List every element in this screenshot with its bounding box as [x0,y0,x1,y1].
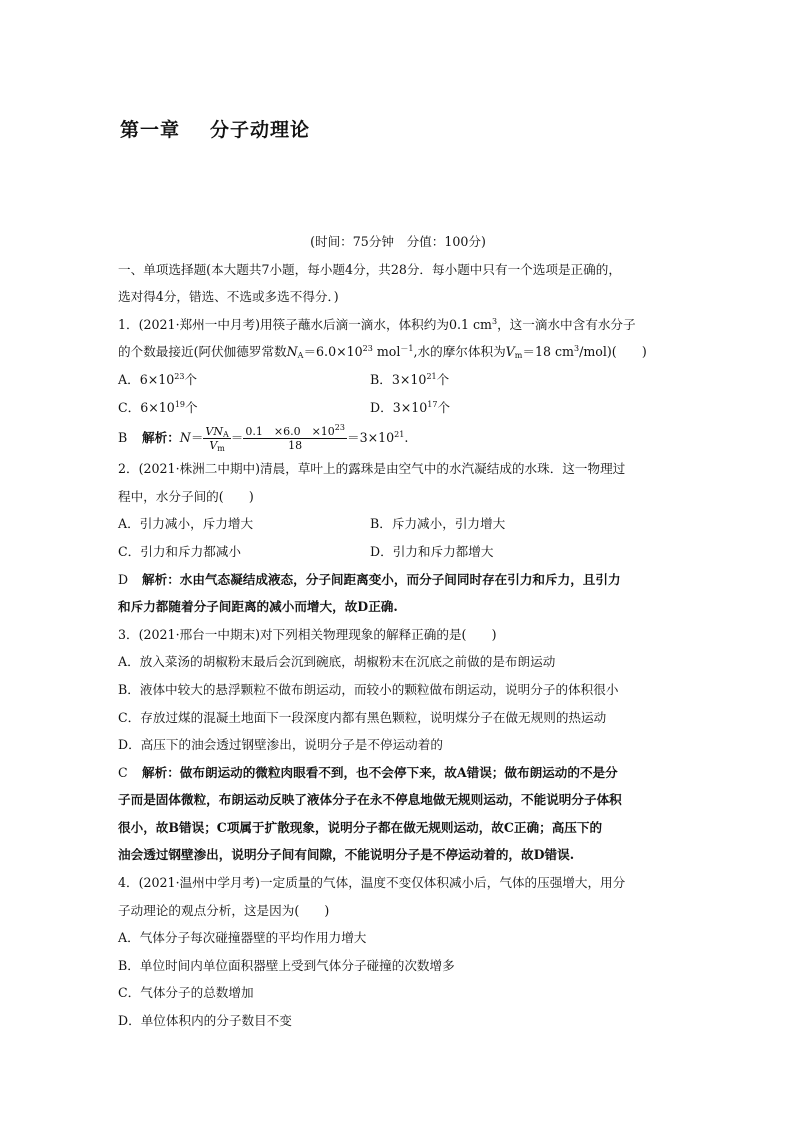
question-2-option-d: D．引力和斥力都增大 [370,543,494,559]
chapter-name: 分子动理论 [210,119,311,141]
question-1-stem-line-2: 的个数最接近(阿伏伽德罗常数$N_A=6.0\times 10^{23}$ mol$^{-1}$,水的摩尔体积为$V_m=18$ $cm^3/mol$)( ) [118,344,647,361]
question-2-option-b: B．斥力减小，引力增大 [370,516,506,532]
exam-content [118,228,678,1035]
question-3-option-d: D．高压下的油会透过钢壁渗出，说明分子是不停运动着的 [118,737,443,753]
question-2 [118,455,678,621]
question-3-option-c: C．存放过煤的混凝土地面下一段深度内都有黑色颗粒，说明煤分子在做无规则的热运动 [118,709,607,725]
chapter-title [120,115,310,142]
section-heading [118,256,678,311]
question-3-option-b: B．液体中较大的悬浮颗粒不做布朗运动，而较小的颗粒做布朗运动，说明分子的体积很小 [118,681,619,697]
question-4-option-c: C．气体分子的总数增加 [118,985,254,1001]
analysis-label: 解析： [142,430,180,446]
question-1-option-b: B．$3\times 10^{21}$个 [370,371,450,387]
time-score-info: (时间：75分钟 分值：100分) [310,234,486,249]
question-4-option-b: B．单位时间内单位面积器壁上受到气体分子碰撞的次数增多 [118,957,455,973]
question-4 [118,869,678,1035]
question-1-options-row-1 [118,366,678,394]
question-3-analysis-line-4: 油会透过钢壁渗出，说明分子间有间隙，不能说明分子是不停运动着的，故D错误. [118,847,575,863]
analysis-label: 解析： [142,571,180,587]
question-2-stem-line-1: 2．(2021·株洲二中期中)清晨，草叶上的露珠是由空气中的水汽凝结成的水珠．这一物理过 [118,461,626,477]
question-1-analysis: B 解析：N＝ $\frac{VN_A}{V_m}$ ＝ $\frac{0.1 \times 6.0 \times 10^{23}}{18}$ $=3\times 10^{21}$. [118,423,409,454]
chapter-number: 第一章 [120,119,181,141]
question-2-options-row-2 [118,538,678,566]
question-4-stem-line-1: 4．(2021·温州中学月考)一定质量的气体，温度不变仅体积减小后，气体的压强增大，用分 [118,875,626,891]
question-1-answer: B [118,430,128,446]
question-1-option-a: A．$6\times 10^{23}$个 [118,371,198,387]
question-2-options-row-1 [118,510,678,538]
question-1-stem-line-1: 1．(2021·郑州一中月考)用筷子蘸水后滴一滴水，体积约为0.1 $cm^3$，这一滴水中含有水分子 [118,316,636,332]
question-3-analysis-line-2: 子而是固体微粒，布朗运动反映了液体分子在永不停息地做无规则运动，不能说明分子体积 [118,792,622,808]
question-2-analysis-line-1: D 解析：水由气态凝结成液态，分子间距离变小，而分子间同时存在引力和斥力，且引力 [118,566,678,594]
question-4-option-d: D．单位体积内的分子数目不变 [118,1013,292,1029]
question-2-stem-line-2: 程中，水分子间的( ) [118,488,254,504]
question-2-option-a: A．引力减小，斥力增大 [118,516,254,532]
question-3-stem-line-1: 3．(2021·邢台一中期末)对下列相关物理现象的解释正确的是( ) [118,626,497,642]
question-2-analysis-line-2: 和斥力都随着分子间距离的减小而增大，故D正确. [118,599,398,615]
fraction-vna-over-vm: $\frac{VN_A}{V_m}$ [205,425,229,454]
question-3 [118,621,678,869]
question-3-answer: C [118,764,128,780]
section-heading-line-1: 一、单项选择题(本大题共7小题，每小题4分，共28分．每小题中只有一个选项是正确的， [118,261,621,277]
question-4-stem-line-2: 子动理论的观点分析，这是因为( ) [118,902,330,918]
question-2-option-c: C．引力和斥力都减小 [118,543,241,559]
section-heading-line-2: 选对得4分，错选、不选或多选不得分．) [118,289,339,305]
question-1-options-row-2 [118,394,678,422]
question-1-option-d: D．$3\times 10^{17}$个 [370,399,451,415]
fraction-numeric: $\frac{0.1 \times 6.0 \times 10^{23}}{18}$ [245,423,345,453]
question-4-option-a: A．气体分子每次碰撞器壁的平均作用力增大 [118,930,367,946]
analysis-label: 解析： [142,764,180,780]
question-1-option-c: C．$6\times 10^{19}$个 [118,399,198,415]
question-2-answer: D [118,571,129,587]
question-3-analysis-line-3: 很小，故B错误；C项属于扩散现象，说明分子都在做无规则运动，故C正确；高压下的 [118,819,603,835]
question-1 [118,311,678,455]
question-3-option-a: A．放入菜汤的胡椒粉末最后会沉到碗底，胡椒粉末在沉底之前做的是布朗运动 [118,654,556,670]
question-3-analysis-line-1: C 解析：做布朗运动的微粒肉眼看不到，也不会停下来，故A错误；做布朗运动的不是分 [118,759,678,787]
